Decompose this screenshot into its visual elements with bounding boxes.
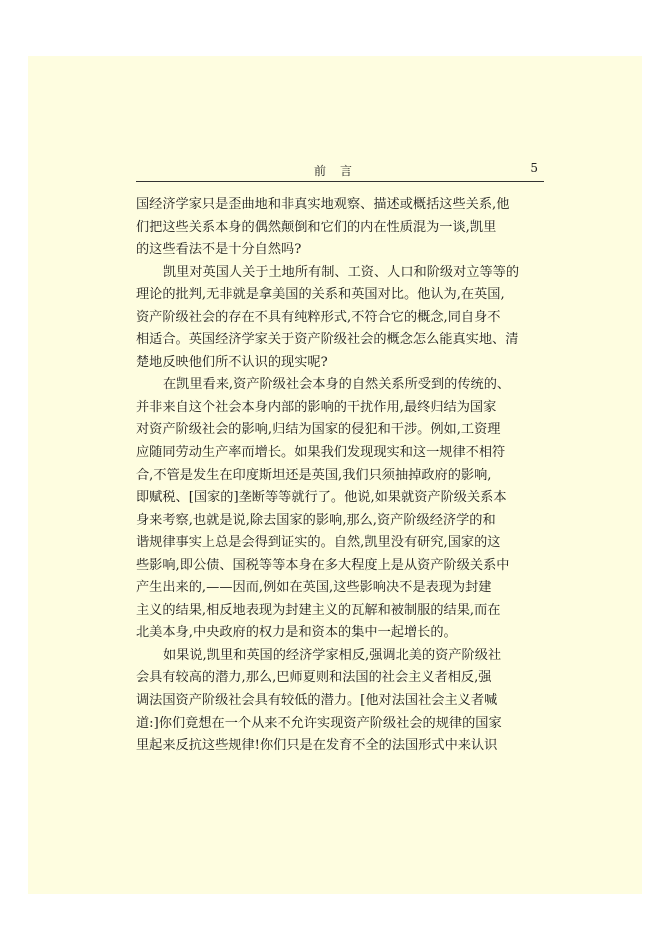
text-line: 北美本身,中央政府的权力是和资本的集中一起增长的。 (136, 625, 457, 641)
text-line: 的这些看法不是十分自然吗? (136, 242, 302, 258)
text-line: 些影响,即公债、国税等等本身在多大程度上是从资产阶级关系中 (136, 557, 510, 573)
text-line: 在凯里看来,资产阶级社会本身的自然关系所受到的传统的、 (163, 377, 511, 393)
running-header (136, 161, 544, 182)
text-line: 谐规律事实上总是会得到证实的。自然,凯里没有研究,国家的这 (136, 535, 501, 551)
text-line: 如果说,凯里和英国的经济学家相反,强调北美的资产阶级社 (163, 647, 502, 663)
text-line: 产生出来的,——因而,例如在英国,这些影响决不是表现为封建 (136, 580, 492, 596)
text-line: 应随同劳动生产率而增长。如果我们发现现实和这一规律不相符 (136, 445, 506, 461)
text-line: 合,不管是发生在印度斯坦还是英国,我们只须抽掉政府的影响, (136, 467, 492, 483)
text-line: 楚地反映他们所不认识的现实呢? (136, 354, 328, 370)
header-title: 前言 (313, 164, 366, 178)
text-line: 会具有较高的潜力,那么,巴师夏则和法国的社会主义者相反,强 (136, 670, 492, 686)
text-line: 资产阶级社会的存在不具有纯粹形式,不符合它的概念,同自身不 (136, 309, 501, 325)
page-number: 5 (530, 161, 538, 175)
text-line: 即赋税、[国家的]垄断等等就行了。他说,如果就资产阶级关系本 (136, 490, 507, 506)
text-line: 并非来自这个社会本身内部的影响的干扰作用,最终归结为国家 (136, 399, 497, 415)
text-line: 相适合。英国经济学家关于资产阶级社会的概念怎么能真实地、清 (136, 332, 519, 348)
text-line: 调法国资产阶级社会具有较低的潜力。[他对法国社会主义者喊 (136, 693, 498, 709)
text-line: 身来考察,也就是说,除去国家的影响,那么,资产阶级经济学的和 (136, 512, 496, 528)
text-line: 理论的批判,无非就是拿美国的关系和英国对比。他认为,在英国, (136, 287, 505, 303)
text-line: 国经济学家只是歪曲地和非真实地观察、描述或概括这些关系,他 (136, 197, 510, 212)
text-line: 道:]你们竟想在一个从来不允许实现资产阶级社会的规律的国家 (136, 715, 502, 731)
text-line: 们把这些关系本身的偶然颠倒和它们的内在性质混为一谈,凯里 (136, 219, 497, 235)
body-text (136, 194, 544, 758)
text-line: 对资产阶级社会的影响,归结为国家的侵犯和干涉。例如,工资理 (136, 422, 501, 438)
text-line: 凯里对英国人关于土地所有制、工资、人口和阶级对立等等的 (163, 264, 520, 280)
text-line: 主义的结果,相反地表现为封建主义的瓦解和被制服的结果,而在 (136, 602, 501, 618)
text-line: 里起来反抗这些规律!你们只是在发育不全的法国形式中来认识 (136, 738, 498, 754)
